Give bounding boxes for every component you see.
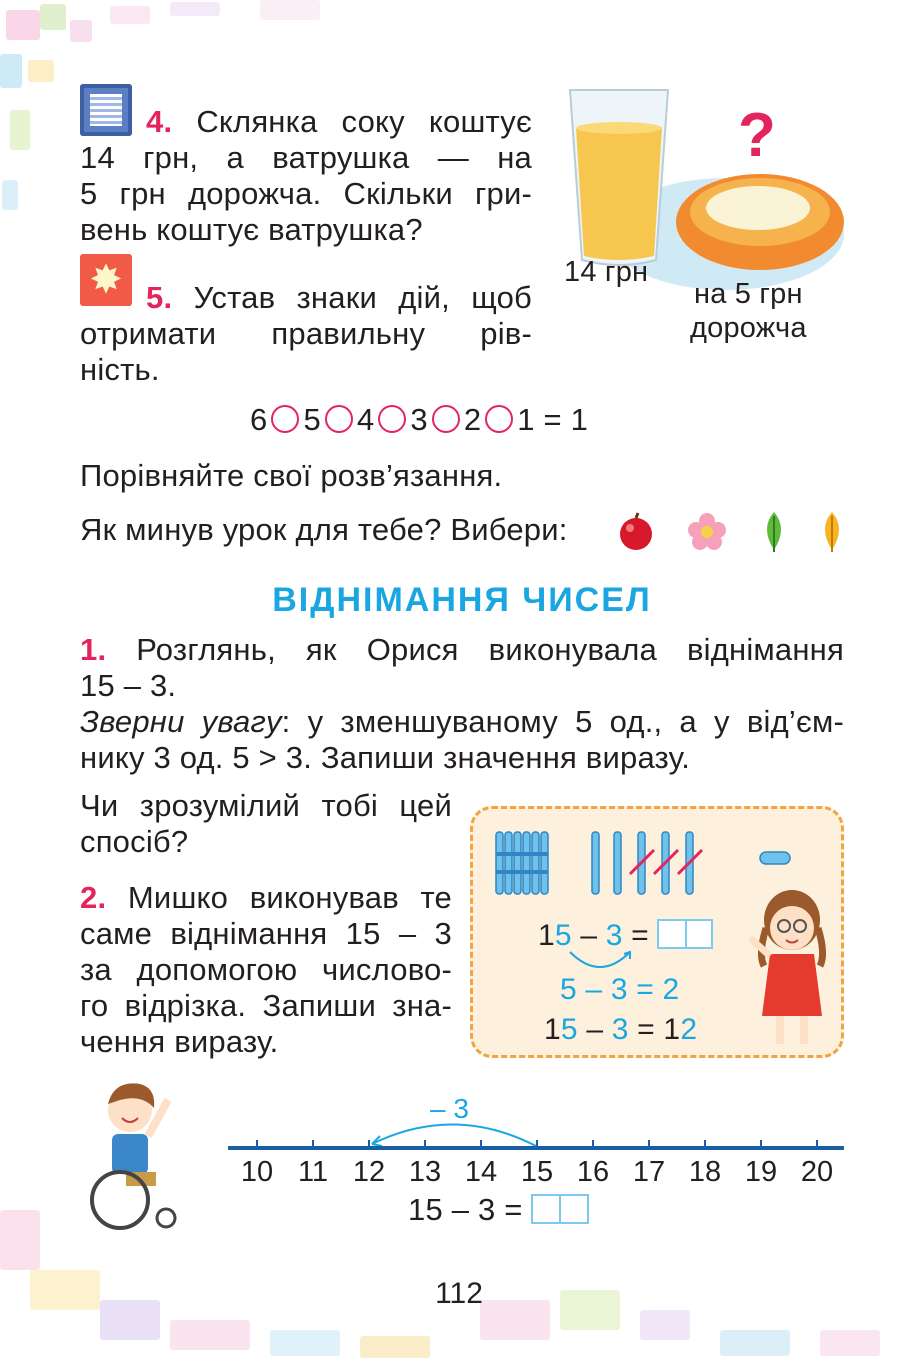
number-line-tick [704,1140,706,1150]
question-mark: ? [738,101,776,170]
task5-line: ність. [80,352,160,387]
task4-line: Склянка соку коштує [196,104,532,139]
number-line-tick [312,1140,314,1150]
jump-label: – 3 [430,1093,469,1124]
number-line-tick [368,1140,370,1150]
operator-slot[interactable] [485,405,513,433]
operator-slot[interactable] [378,405,406,433]
compare-text: Порівняйте свої розв’язання. [80,458,503,493]
number-line-label: 12 [352,1156,386,1188]
yellow-leaf-icon[interactable] [818,510,846,554]
task5-line: Устав знаки дій, щоб [193,280,532,315]
ex1-question [80,788,452,860]
operator-slot[interactable] [432,405,460,433]
number-line-tick [816,1140,818,1150]
apple-icon[interactable] [616,512,656,552]
panel-eq3: 15 – 3 = 12 [544,1013,698,1046]
eq-number: 5 [303,402,321,437]
answer-box[interactable] [657,919,713,949]
ex1-line: 15 – 3. [80,668,177,703]
number-line-label: 14 [464,1156,498,1188]
ex2-line: го відрізка. Запиши зна- [80,988,452,1023]
panel-eq2: 5 – 3 = 2 [560,973,680,1006]
ex1-note-line2: нику 3 од. 5 > 3. Запиши значення виразу. [80,740,691,775]
ex2-number: 2. [80,880,107,915]
line-expression: 15 – 3 = [408,1192,589,1228]
number-line-label: 13 [408,1156,442,1188]
operator-slot[interactable] [325,405,353,433]
task5-line: отримати правильну рів- [80,316,532,351]
number-line-label: 19 [744,1156,778,1188]
ex2-line: за допомогою числово- [80,952,452,987]
eq-result: = 1 [543,402,589,437]
ex1-text [80,632,844,776]
eq-number: 6 [250,402,268,437]
pastry-label-1: на 5 грн [694,278,803,310]
task4-text [80,104,532,248]
number-line-label: 17 [632,1156,666,1188]
number-line-tick [256,1140,258,1150]
girl-illustration [740,884,840,1050]
number-line-label: 15 [520,1156,554,1188]
number-line-tick [648,1140,650,1150]
ex2-line: чення виразу. [80,1024,279,1059]
ex1-note: : у зменшуваному 5 од., а у від’єм- [281,704,844,739]
ex1-number: 1. [80,632,107,667]
task4-number: 4. [146,104,173,139]
eq-number: 3 [410,402,428,437]
ex2-text [80,880,452,1060]
number-line-label: 18 [688,1156,722,1188]
number-line-tick [760,1140,762,1150]
task5-number: 5. [146,280,173,315]
number-line-label: 20 [800,1156,834,1188]
task4-line: вень коштує ватрушка? [80,212,423,247]
number-line-tick [480,1140,482,1150]
number-line-tick [592,1140,594,1150]
ex1-line: Розглянь, як Орися виконувала віднімання [136,632,844,667]
section-title: ВІДНІМАННЯ ЧИСЕЛ [272,581,652,619]
task4-line: 14 грн, а ватрушка — на [80,140,532,175]
pastry-label-2: дорожча [690,312,807,344]
ex1-note-italic: Зверни увагу [80,704,282,739]
eq-number: 2 [463,402,482,437]
reflection-text: Як минув урок для тебе? Вибери: [80,512,568,547]
number-line-label: 11 [297,1156,329,1188]
eq-number: 4 [356,402,375,437]
ex2-line: саме віднімання 15 – 3 [80,916,452,951]
number-line-label: 10 [240,1156,274,1188]
number-line-tick [424,1140,426,1150]
task5-text [80,280,532,388]
ex2-line: Мишко виконував те [127,880,452,915]
boy-in-wheelchair-illustration [80,1076,190,1232]
ex1-question-line: Чи зрозумілий тобі цей [80,788,452,823]
green-leaf-icon[interactable] [760,510,788,554]
flower-icon[interactable] [686,512,728,552]
operator-slot[interactable] [271,405,299,433]
answer-box[interactable] [531,1194,589,1224]
glass-price-label: 14 грн [564,256,649,288]
sign-equation [250,402,588,438]
panel-eq1: 15 – 3 = [538,918,713,954]
ex1-question-line: спосіб? [80,824,189,859]
page-number: 112 [435,1277,483,1310]
task4-line: 5 грн дорожча. Скільки гри- [80,176,532,211]
eq-number: 1 [517,402,535,437]
number-line-tick [536,1140,538,1150]
jump-arc [360,1116,544,1150]
number-line-label: 16 [576,1156,610,1188]
